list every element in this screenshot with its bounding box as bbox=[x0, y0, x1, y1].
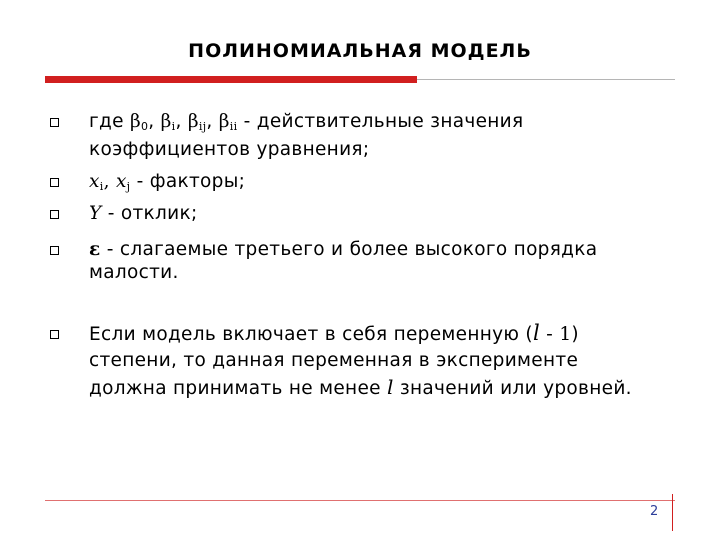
separator: , bbox=[148, 111, 161, 132]
text-post: - отклик; bbox=[101, 203, 198, 224]
epsilon-symbol: ε bbox=[89, 239, 101, 260]
slide-title: ПОЛИНОМИАЛЬНАЯ МОДЕЛЬ bbox=[188, 40, 532, 62]
list-item-text bbox=[89, 202, 689, 225]
bullet-square-icon bbox=[50, 178, 59, 187]
l-symbol: l bbox=[386, 375, 394, 399]
text-line-3 bbox=[89, 374, 689, 402]
list-item-text bbox=[89, 238, 689, 284]
text-line-1 bbox=[89, 238, 689, 261]
text-pre: должна принимать не менее bbox=[89, 378, 387, 399]
x-i-symbol: x bbox=[89, 171, 100, 192]
minus-sign: - bbox=[539, 324, 560, 345]
beta-0-subscript: 0 bbox=[140, 120, 149, 133]
l-symbol: l bbox=[532, 321, 540, 345]
bullet-square-icon bbox=[50, 246, 59, 255]
text-post: - слагаемые третьего и более высокого порядка bbox=[100, 239, 598, 260]
separator: , bbox=[103, 171, 116, 192]
beta-0-symbol: β bbox=[129, 111, 141, 132]
text-pre: где bbox=[89, 111, 130, 132]
text-line-2: малости. bbox=[89, 262, 179, 283]
x-i-subscript: i bbox=[99, 180, 104, 193]
list-item-text bbox=[89, 170, 689, 198]
beta-i-symbol: β bbox=[160, 111, 172, 132]
text-line-2: степени, то данная переменная в эксперименте bbox=[89, 350, 579, 371]
x-j-subscript: j bbox=[126, 180, 131, 193]
text-line-2: коэффициентов уравнения; bbox=[89, 139, 370, 160]
text-line-1 bbox=[89, 320, 689, 348]
bullet-square-icon bbox=[50, 330, 59, 339]
beta-ii-subscript: ii bbox=[229, 120, 238, 133]
beta-ii-symbol: β bbox=[218, 111, 230, 132]
separator: , bbox=[206, 111, 219, 132]
text-post: значений или уровней. bbox=[393, 378, 632, 399]
text-post: - факторы; bbox=[130, 171, 246, 192]
beta-ij-symbol: β bbox=[187, 111, 199, 132]
separator: , bbox=[175, 111, 188, 132]
bullet-square-icon bbox=[50, 118, 59, 127]
text-post: - действительные значения bbox=[237, 111, 524, 132]
text-post: ) bbox=[571, 324, 579, 345]
page-number: 2 bbox=[650, 504, 659, 519]
title-underline-red bbox=[45, 76, 417, 83]
y-symbol: Y bbox=[89, 203, 102, 224]
footer-rule bbox=[45, 500, 675, 501]
footer-vertical-rule bbox=[672, 494, 673, 531]
text-line-1 bbox=[89, 110, 689, 138]
beta-ij-subscript: ij bbox=[198, 120, 207, 133]
text-pre: Если модель включает в себя переменную ( bbox=[89, 324, 533, 345]
x-j-symbol: x bbox=[115, 171, 127, 192]
bullet-square-icon bbox=[50, 210, 59, 219]
beta-i-subscript: i bbox=[171, 120, 176, 133]
list-item-text bbox=[89, 320, 689, 402]
list-item-text bbox=[89, 110, 689, 161]
number-one: 1 bbox=[559, 324, 572, 345]
